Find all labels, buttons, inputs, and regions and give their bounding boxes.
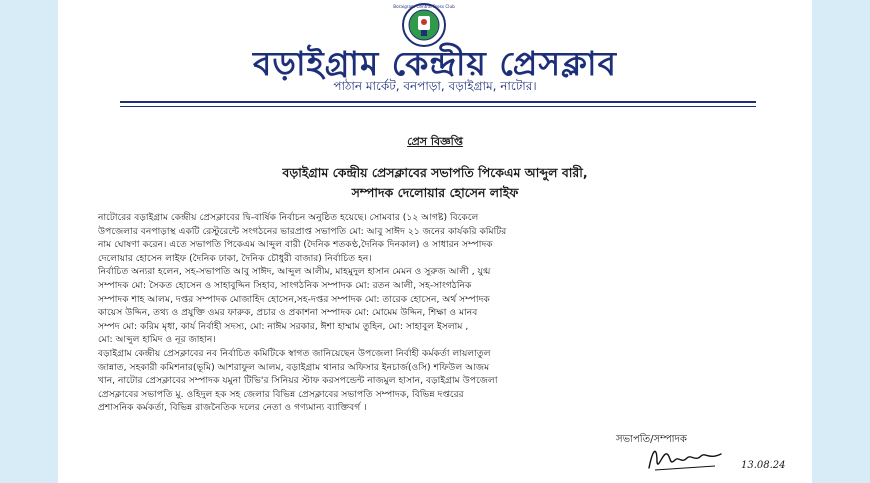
handwritten-signature: [645, 440, 725, 474]
body-line: সম্পাদক মো: সৈকত হোসেন ও সাহাবুদ্দিন সিহাব, সাংগঠনিক সম্পাদক মো: রতন আলী, সহ-সাংগঠনিক: [98, 279, 472, 291]
organization-name: বড়াইগ্রাম কেন্দ্রীয় প্রেসক্লাব: [253, 44, 617, 83]
press-release-page: [58, 0, 812, 483]
body-line: নাম ঘোষণা করেন। এতে সভাপতি পিকেএম আব্দুল বারী (দৈনিক শতকণ্ঠ,দৈনিক দিনকাল) ও সাধারন সম্পাদক: [98, 239, 493, 251]
body-line: উপজেলার বনপাড়াস্থ একটি রেস্টুরেন্টে সংগঠনের ভারপ্রাপ্ত সভাপতি মো: আবু সাঈদ ২১ জনের কার্যকরি কমিটির: [98, 225, 507, 237]
organization-address: পাঠান মার্কেট, বনপাড়া, বড়াইগ্রাম, নাটোর।: [333, 79, 537, 93]
left-side-band: [0, 0, 58, 483]
body-line: প্রশাসনিক কর্মকর্তা, বিভিন্ন রাজনৈতিক দলের নেতা ও গণ্যমান্য ব্যাক্তিবর্গ ।: [98, 402, 367, 414]
body-line: দেলোয়ার হোসেন লাইফ (দৈনিক ঢাকা, দৈনিক চৌধুরী বাজার) নির্বাচিত হন।: [98, 252, 372, 264]
logo-text: Boraigram Central Press Club: [393, 4, 455, 9]
signature-date: 13.08.24: [741, 460, 786, 471]
header-divider-thin: [120, 106, 756, 107]
headline: [58, 163, 812, 203]
body-text: [98, 211, 788, 415]
headline-line: সম্পাদক দেলোয়ার হোসেন লাইফ: [351, 185, 519, 200]
body-line: বড়াইগ্রাম কেন্দ্রীয় প্রেসক্লাবের নব নির্বাচিত কমিটিকে স্বাগত জানিয়েছেন উপজেলা নির্বাহী কর্মকর্তা লায়লাতুল: [98, 347, 491, 359]
body-line: প্রেসক্লাবের সভাপতি মু. ওহিদুল হক সহ জেলার বিভিন্ন প্রেসক্লাবের সভাপতি সম্পাদক, বিভিন্ন দপ্তরের: [98, 388, 464, 400]
document-type: প্রেস বিজ্ঞপ্তি: [407, 135, 463, 148]
headline-line: বড়াইগ্রাম কেন্দ্রীয় প্রেসক্লাবের সভাপতি পিকেএম আব্দুল বারী,: [282, 165, 588, 180]
body-line: জান্নাত, সহকারী কমিশনার(ভূমি) আশরাফুল আলম, বড়াইগ্রাম থানার অফিসার ইনচার্জ(ওসি) শফিউল আজম: [98, 361, 490, 373]
body-line: নির্বাচিত অন্যরা হলেন, সহ-সভাপতি আবু সাঈদ, আব্দুল আলীম, মাহমুদুল হাসান মেমন ও সুরুজ আলী , যুগ্ম: [98, 266, 491, 278]
body-line: খান, নাটোর প্রেসক্লাবের সম্পাদক যমুনা টিভি'র সিনিয়র স্টাফ করসপন্ডেন্ট নাজমুল হাসান, বড়াইগ্রাম উপজেলা: [98, 375, 498, 387]
body-line: সম্পাদক শাহ আলম, দপ্তর সম্পাদক মোজাহিদ হোসেন,সহ-দপ্তর সম্পাদক মো: তারেক হোসেন, অর্থ সম্পাদক: [98, 293, 490, 305]
right-side-band: [812, 0, 870, 483]
body-line: মো: আব্দুল হামিদ ও নূর জাহান।: [98, 334, 216, 346]
body-line: কায়েস উদ্দিন, তথ্য ও প্রযুক্তি ওমর ফারুক, প্রচার ও প্রকাশনা সম্পাদক মো: মোমেম উদ্দিন, শিক্ষা ও মানব: [98, 307, 478, 319]
body-line: নাটোরের বড়াইগ্রাম কেন্দ্রীয় প্রেসক্লাবের দ্বি-বার্ষিক নির্বাচন অনুষ্ঠিত হয়েছে। সোমবার (১২ আগষ্ট) বিকেলে: [98, 212, 479, 223]
header-divider: [120, 101, 756, 103]
signatory-title: সভাপতি/সম্পাদক: [616, 434, 687, 445]
body-line: সম্পদ মো: করিম মৃধা, কার্য নির্বাহী সদস্য, মো: নাঈম সরকার, ঈশা হাম্মাম তুহিন, মো: সাহাবুল ইসলাম ,: [98, 320, 469, 332]
